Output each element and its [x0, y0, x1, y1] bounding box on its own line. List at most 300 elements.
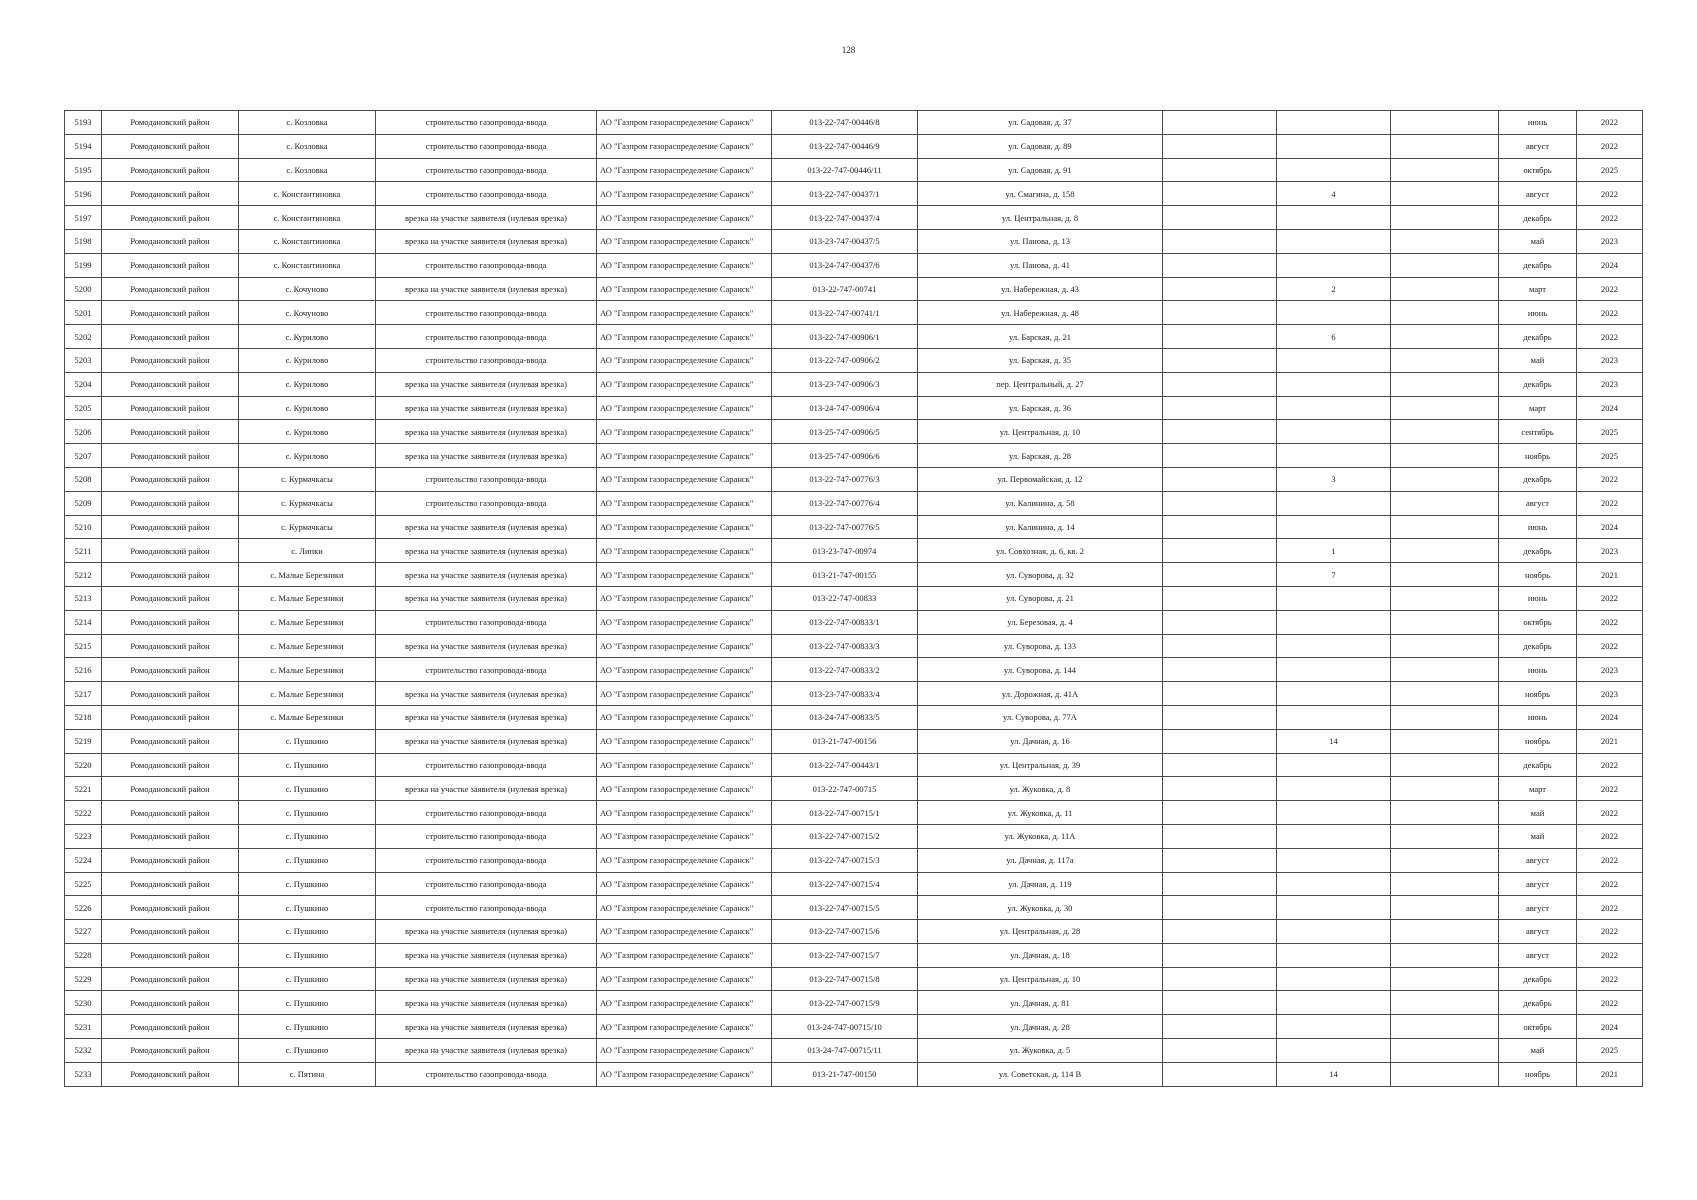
month-cell: май: [1499, 1039, 1577, 1063]
work-type-cell: врезка на участке заявителя (нулевая врезка): [376, 277, 597, 301]
row-number-cell: 5211: [65, 539, 102, 563]
table-body: [65, 111, 1643, 1087]
work-type-cell: врезка на участке заявителя (нулевая врезка): [376, 586, 597, 610]
month-cell: ноябрь: [1499, 563, 1577, 587]
count-cell: 6: [1277, 325, 1391, 349]
year-cell: 2022: [1577, 920, 1643, 944]
district-cell: Ромодановский район: [102, 824, 239, 848]
table-row: [65, 896, 1643, 920]
row-number-cell: 5202: [65, 325, 102, 349]
work-type-cell: строительство газопровода-ввода: [376, 158, 597, 182]
organization-cell: АО "Газпром газораспределение Саранск": [597, 967, 772, 991]
application-number-cell: 013-22-747-00833: [772, 586, 918, 610]
work-type-cell: врезка на участке заявителя (нулевая врезка): [376, 420, 597, 444]
table-row: [65, 134, 1643, 158]
table-row: [65, 563, 1643, 587]
month-cell: март: [1499, 277, 1577, 301]
row-number-cell: 5198: [65, 229, 102, 253]
settlement-cell: с. Кочуново: [239, 301, 376, 325]
work-type-cell: врезка на участке заявителя (нулевая врезка): [376, 1015, 597, 1039]
table-row: [65, 182, 1643, 206]
settlement-cell: с. Курмачкасы: [239, 491, 376, 515]
organization-cell: АО "Газпром газораспределение Саранск": [597, 729, 772, 753]
count-cell: [1277, 301, 1391, 325]
table-row: [65, 1062, 1643, 1086]
extra-cell-1: [1163, 967, 1277, 991]
settlement-cell: с. Пушкино: [239, 896, 376, 920]
year-cell: 2022: [1577, 801, 1643, 825]
month-cell: август: [1499, 896, 1577, 920]
district-cell: Ромодановский район: [102, 1062, 239, 1086]
extra-cell-1: [1163, 777, 1277, 801]
year-cell: 2025: [1577, 158, 1643, 182]
settlement-cell: с. Курилово: [239, 420, 376, 444]
row-number-cell: 5214: [65, 610, 102, 634]
settlement-cell: с. Малые Березники: [239, 563, 376, 587]
table-row: [65, 229, 1643, 253]
district-cell: Ромодановский район: [102, 253, 239, 277]
work-type-cell: врезка на участке заявителя (нулевая врезка): [376, 920, 597, 944]
organization-cell: АО "Газпром газораспределение Саранск": [597, 563, 772, 587]
month-cell: ноябрь: [1499, 682, 1577, 706]
work-type-cell: строительство газопровода-ввода: [376, 467, 597, 491]
application-number-cell: 013-21-747-00150: [772, 1062, 918, 1086]
address-cell: ул. Дачная, д. 117а: [918, 848, 1163, 872]
application-number-cell: 013-22-747-00715: [772, 777, 918, 801]
organization-cell: АО "Газпром газораспределение Саранск": [597, 1062, 772, 1086]
year-cell: 2021: [1577, 729, 1643, 753]
address-cell: ул. Советская, д. 114 В: [918, 1062, 1163, 1086]
count-cell: 7: [1277, 563, 1391, 587]
count-cell: [1277, 586, 1391, 610]
month-cell: август: [1499, 943, 1577, 967]
table-row: [65, 729, 1643, 753]
count-cell: [1277, 896, 1391, 920]
table-row: [65, 158, 1643, 182]
extra-cell-1: [1163, 467, 1277, 491]
year-cell: 2022: [1577, 134, 1643, 158]
district-cell: Ромодановский район: [102, 134, 239, 158]
year-cell: 2023: [1577, 682, 1643, 706]
address-cell: ул. Жуковка, д. 11А: [918, 824, 1163, 848]
settlement-cell: с. Курилово: [239, 444, 376, 468]
extra-cell-2: [1391, 111, 1499, 135]
table-row: [65, 206, 1643, 230]
application-number-cell: 013-22-747-00715/3: [772, 848, 918, 872]
row-number-cell: 5215: [65, 634, 102, 658]
table-row: [65, 848, 1643, 872]
year-cell: 2023: [1577, 348, 1643, 372]
year-cell: 2025: [1577, 1039, 1643, 1063]
extra-cell-1: [1163, 420, 1277, 444]
district-cell: Ромодановский район: [102, 705, 239, 729]
extra-cell-1: [1163, 444, 1277, 468]
extra-cell-2: [1391, 777, 1499, 801]
table-row: [65, 610, 1643, 634]
extra-cell-2: [1391, 348, 1499, 372]
organization-cell: АО "Газпром газораспределение Саранск": [597, 277, 772, 301]
count-cell: [1277, 824, 1391, 848]
count-cell: [1277, 396, 1391, 420]
settlement-cell: с. Курилово: [239, 396, 376, 420]
extra-cell-1: [1163, 111, 1277, 135]
organization-cell: АО "Газпром газораспределение Саранск": [597, 753, 772, 777]
extra-cell-2: [1391, 634, 1499, 658]
row-number-cell: 5221: [65, 777, 102, 801]
extra-cell-2: [1391, 967, 1499, 991]
row-number-cell: 5231: [65, 1015, 102, 1039]
extra-cell-1: [1163, 396, 1277, 420]
month-cell: декабрь: [1499, 753, 1577, 777]
application-number-cell: 013-24-747-00715/11: [772, 1039, 918, 1063]
extra-cell-1: [1163, 729, 1277, 753]
address-cell: ул. Дачная, д. 28: [918, 1015, 1163, 1039]
row-number-cell: 5225: [65, 872, 102, 896]
year-cell: 2022: [1577, 896, 1643, 920]
address-cell: ул. Совхозная, д. 6, кв. 2: [918, 539, 1163, 563]
work-type-cell: строительство газопровода-ввода: [376, 325, 597, 349]
count-cell: 14: [1277, 729, 1391, 753]
organization-cell: АО "Газпром газораспределение Саранск": [597, 872, 772, 896]
settlement-cell: с. Курилово: [239, 372, 376, 396]
address-cell: ул. Дачная, д. 119: [918, 872, 1163, 896]
work-type-cell: врезка на участке заявителя (нулевая врезка): [376, 705, 597, 729]
district-cell: Ромодановский район: [102, 848, 239, 872]
row-number-cell: 5193: [65, 111, 102, 135]
district-cell: Ромодановский район: [102, 563, 239, 587]
organization-cell: АО "Газпром газораспределение Саранск": [597, 896, 772, 920]
work-type-cell: врезка на участке заявителя (нулевая врезка): [376, 634, 597, 658]
extra-cell-2: [1391, 943, 1499, 967]
organization-cell: АО "Газпром газораспределение Саранск": [597, 801, 772, 825]
year-cell: 2022: [1577, 586, 1643, 610]
district-cell: Ромодановский район: [102, 182, 239, 206]
year-cell: 2024: [1577, 396, 1643, 420]
settlement-cell: с. Малые Березники: [239, 586, 376, 610]
work-type-cell: врезка на участке заявителя (нулевая врезка): [376, 563, 597, 587]
extra-cell-2: [1391, 1015, 1499, 1039]
district-cell: Ромодановский район: [102, 348, 239, 372]
month-cell: июнь: [1499, 586, 1577, 610]
extra-cell-2: [1391, 444, 1499, 468]
application-number-cell: 013-24-747-00437/6: [772, 253, 918, 277]
address-cell: пер. Центральный, д. 27: [918, 372, 1163, 396]
application-number-cell: 013-22-747-00741/1: [772, 301, 918, 325]
count-cell: [1277, 658, 1391, 682]
address-cell: ул. Березовая, д. 4: [918, 610, 1163, 634]
organization-cell: АО "Газпром газораспределение Саранск": [597, 301, 772, 325]
district-cell: Ромодановский район: [102, 372, 239, 396]
row-number-cell: 5210: [65, 515, 102, 539]
organization-cell: АО "Газпром газораспределение Саранск": [597, 848, 772, 872]
month-cell: октябрь: [1499, 158, 1577, 182]
work-type-cell: строительство газопровода-ввода: [376, 491, 597, 515]
district-cell: Ромодановский район: [102, 229, 239, 253]
extra-cell-2: [1391, 682, 1499, 706]
district-cell: Ромодановский район: [102, 206, 239, 230]
application-number-cell: 013-22-747-00715/9: [772, 991, 918, 1015]
table-row: [65, 253, 1643, 277]
settlement-cell: с. Пушкино: [239, 777, 376, 801]
row-number-cell: 5229: [65, 967, 102, 991]
extra-cell-2: [1391, 158, 1499, 182]
extra-cell-1: [1163, 348, 1277, 372]
extra-cell-1: [1163, 920, 1277, 944]
extra-cell-1: [1163, 801, 1277, 825]
extra-cell-2: [1391, 420, 1499, 444]
district-cell: Ромодановский район: [102, 467, 239, 491]
application-number-cell: 013-22-747-00776/3: [772, 467, 918, 491]
month-cell: июнь: [1499, 515, 1577, 539]
application-number-cell: 013-25-747-00906/5: [772, 420, 918, 444]
work-type-cell: врезка на участке заявителя (нулевая врезка): [376, 777, 597, 801]
application-number-cell: 013-23-747-00437/5: [772, 229, 918, 253]
address-cell: ул. Дорожная, д. 41А: [918, 682, 1163, 706]
organization-cell: АО "Газпром газораспределение Саранск": [597, 777, 772, 801]
settlement-cell: с. Пушкино: [239, 801, 376, 825]
year-cell: 2024: [1577, 253, 1643, 277]
organization-cell: АО "Газпром газораспределение Саранск": [597, 920, 772, 944]
address-cell: ул. Жуковка, д. 5: [918, 1039, 1163, 1063]
row-number-cell: 5199: [65, 253, 102, 277]
extra-cell-1: [1163, 372, 1277, 396]
settlement-cell: с. Козловка: [239, 158, 376, 182]
settlement-cell: с. Пушкино: [239, 872, 376, 896]
application-number-cell: 013-21-747-00156: [772, 729, 918, 753]
year-cell: 2022: [1577, 206, 1643, 230]
count-cell: [1277, 206, 1391, 230]
year-cell: 2022: [1577, 967, 1643, 991]
organization-cell: АО "Газпром газораспределение Саранск": [597, 111, 772, 135]
work-type-cell: строительство газопровода-ввода: [376, 753, 597, 777]
application-number-cell: 013-22-747-00715/5: [772, 896, 918, 920]
count-cell: [1277, 801, 1391, 825]
extra-cell-2: [1391, 896, 1499, 920]
application-number-cell: 013-23-747-00974: [772, 539, 918, 563]
organization-cell: АО "Газпром газораспределение Саранск": [597, 1015, 772, 1039]
district-cell: Ромодановский район: [102, 491, 239, 515]
extra-cell-1: [1163, 491, 1277, 515]
organization-cell: АО "Газпром газораспределение Саранск": [597, 705, 772, 729]
extra-cell-1: [1163, 325, 1277, 349]
row-number-cell: 5209: [65, 491, 102, 515]
row-number-cell: 5218: [65, 705, 102, 729]
application-number-cell: 013-24-747-00715/10: [772, 1015, 918, 1039]
data-table: [64, 110, 1643, 1087]
organization-cell: АО "Газпром газораспределение Саранск": [597, 943, 772, 967]
extra-cell-2: [1391, 515, 1499, 539]
organization-cell: АО "Газпром газораспределение Саранск": [597, 158, 772, 182]
address-cell: ул. Барская, д. 28: [918, 444, 1163, 468]
application-number-cell: 013-22-747-00443/1: [772, 753, 918, 777]
year-cell: 2022: [1577, 277, 1643, 301]
work-type-cell: строительство газопровода-ввода: [376, 658, 597, 682]
extra-cell-2: [1391, 372, 1499, 396]
month-cell: июнь: [1499, 705, 1577, 729]
month-cell: март: [1499, 396, 1577, 420]
count-cell: [1277, 682, 1391, 706]
count-cell: [1277, 705, 1391, 729]
extra-cell-1: [1163, 182, 1277, 206]
address-cell: ул. Первомайская, д. 12: [918, 467, 1163, 491]
organization-cell: АО "Газпром газораспределение Саранск": [597, 372, 772, 396]
work-type-cell: строительство газопровода-ввода: [376, 301, 597, 325]
organization-cell: АО "Газпром газораспределение Саранск": [597, 658, 772, 682]
year-cell: 2024: [1577, 515, 1643, 539]
year-cell: 2022: [1577, 943, 1643, 967]
year-cell: 2022: [1577, 777, 1643, 801]
organization-cell: АО "Газпром газораспределение Саранск": [597, 396, 772, 420]
application-number-cell: 013-22-747-00446/11: [772, 158, 918, 182]
row-number-cell: 5226: [65, 896, 102, 920]
extra-cell-2: [1391, 253, 1499, 277]
application-number-cell: 013-22-747-00715/8: [772, 967, 918, 991]
month-cell: июнь: [1499, 111, 1577, 135]
month-cell: октябрь: [1499, 1015, 1577, 1039]
year-cell: 2025: [1577, 444, 1643, 468]
settlement-cell: с. Козловка: [239, 134, 376, 158]
address-cell: ул. Суворова, д. 77А: [918, 705, 1163, 729]
row-number-cell: 5197: [65, 206, 102, 230]
table-row: [65, 967, 1643, 991]
count-cell: [1277, 444, 1391, 468]
settlement-cell: с. Пушкино: [239, 1039, 376, 1063]
extra-cell-1: [1163, 539, 1277, 563]
settlement-cell: с. Пушкино: [239, 920, 376, 944]
extra-cell-1: [1163, 586, 1277, 610]
table-row: [65, 491, 1643, 515]
district-cell: Ромодановский район: [102, 610, 239, 634]
work-type-cell: строительство газопровода-ввода: [376, 253, 597, 277]
district-cell: Ромодановский район: [102, 634, 239, 658]
application-number-cell: 013-22-747-00437/1: [772, 182, 918, 206]
settlement-cell: с. Липки: [239, 539, 376, 563]
work-type-cell: строительство газопровода-ввода: [376, 182, 597, 206]
extra-cell-2: [1391, 396, 1499, 420]
settlement-cell: с. Курилово: [239, 325, 376, 349]
count-cell: [1277, 515, 1391, 539]
district-cell: Ромодановский район: [102, 658, 239, 682]
district-cell: Ромодановский район: [102, 1015, 239, 1039]
address-cell: ул. Барская, д. 21: [918, 325, 1163, 349]
extra-cell-1: [1163, 1062, 1277, 1086]
settlement-cell: с. Пушкино: [239, 967, 376, 991]
count-cell: [1277, 991, 1391, 1015]
count-cell: [1277, 1039, 1391, 1063]
address-cell: ул. Барская, д. 36: [918, 396, 1163, 420]
settlement-cell: с. Пушкино: [239, 1015, 376, 1039]
settlement-cell: с. Пушкино: [239, 943, 376, 967]
month-cell: май: [1499, 824, 1577, 848]
district-cell: Ромодановский район: [102, 158, 239, 182]
table-row: [65, 801, 1643, 825]
settlement-cell: с. Пушкино: [239, 824, 376, 848]
address-cell: ул. Панова, д. 41: [918, 253, 1163, 277]
application-number-cell: 013-24-747-00906/4: [772, 396, 918, 420]
year-cell: 2021: [1577, 1062, 1643, 1086]
work-type-cell: врезка на участке заявителя (нулевая врезка): [376, 967, 597, 991]
address-cell: ул. Центральная, д. 28: [918, 920, 1163, 944]
table-row: [65, 1015, 1643, 1039]
month-cell: декабрь: [1499, 991, 1577, 1015]
extra-cell-2: [1391, 467, 1499, 491]
extra-cell-2: [1391, 848, 1499, 872]
address-cell: ул. Садовая, д. 91: [918, 158, 1163, 182]
count-cell: [1277, 610, 1391, 634]
month-cell: сентябрь: [1499, 420, 1577, 444]
application-number-cell: 013-22-747-00715/7: [772, 943, 918, 967]
settlement-cell: с. Пушкино: [239, 991, 376, 1015]
month-cell: декабрь: [1499, 634, 1577, 658]
row-number-cell: 5230: [65, 991, 102, 1015]
count-cell: 4: [1277, 182, 1391, 206]
extra-cell-1: [1163, 1015, 1277, 1039]
count-cell: [1277, 491, 1391, 515]
row-number-cell: 5233: [65, 1062, 102, 1086]
row-number-cell: 5222: [65, 801, 102, 825]
extra-cell-1: [1163, 229, 1277, 253]
extra-cell-1: [1163, 158, 1277, 182]
work-type-cell: строительство газопровода-ввода: [376, 1062, 597, 1086]
month-cell: август: [1499, 134, 1577, 158]
application-number-cell: 013-22-747-00715/1: [772, 801, 918, 825]
month-cell: август: [1499, 920, 1577, 944]
settlement-cell: с. Пушкино: [239, 848, 376, 872]
address-cell: ул. Жуковка, д. 8: [918, 777, 1163, 801]
year-cell: 2023: [1577, 658, 1643, 682]
extra-cell-1: [1163, 991, 1277, 1015]
extra-cell-1: [1163, 824, 1277, 848]
settlement-cell: с. Курилово: [239, 348, 376, 372]
row-number-cell: 5228: [65, 943, 102, 967]
row-number-cell: 5207: [65, 444, 102, 468]
row-number-cell: 5227: [65, 920, 102, 944]
extra-cell-2: [1391, 1062, 1499, 1086]
address-cell: ул. Дачная, д. 81: [918, 991, 1163, 1015]
organization-cell: АО "Газпром газораспределение Саранск": [597, 610, 772, 634]
table-row: [65, 1039, 1643, 1063]
organization-cell: АО "Газпром газораспределение Саранск": [597, 586, 772, 610]
settlement-cell: с. Курмачкасы: [239, 515, 376, 539]
work-type-cell: врезка на участке заявителя (нулевая врезка): [376, 444, 597, 468]
extra-cell-1: [1163, 610, 1277, 634]
application-number-cell: 013-22-747-00776/5: [772, 515, 918, 539]
table-row: [65, 753, 1643, 777]
address-cell: ул. Суворова, д. 144: [918, 658, 1163, 682]
year-cell: 2022: [1577, 991, 1643, 1015]
extra-cell-2: [1391, 1039, 1499, 1063]
extra-cell-2: [1391, 729, 1499, 753]
row-number-cell: 5205: [65, 396, 102, 420]
district-cell: Ромодановский район: [102, 301, 239, 325]
settlement-cell: с. Козловка: [239, 111, 376, 135]
year-cell: 2021: [1577, 563, 1643, 587]
year-cell: 2022: [1577, 753, 1643, 777]
month-cell: декабрь: [1499, 325, 1577, 349]
extra-cell-1: [1163, 134, 1277, 158]
organization-cell: АО "Газпром газораспределение Саранск": [597, 467, 772, 491]
table-row: [65, 467, 1643, 491]
month-cell: ноябрь: [1499, 729, 1577, 753]
organization-cell: АО "Газпром газораспределение Саранск": [597, 444, 772, 468]
row-number-cell: 5203: [65, 348, 102, 372]
address-cell: ул. Садовая, д. 37: [918, 111, 1163, 135]
month-cell: август: [1499, 491, 1577, 515]
work-type-cell: врезка на участке заявителя (нулевая врезка): [376, 396, 597, 420]
district-cell: Ромодановский район: [102, 444, 239, 468]
year-cell: 2024: [1577, 705, 1643, 729]
page-number: 128: [841, 45, 856, 55]
